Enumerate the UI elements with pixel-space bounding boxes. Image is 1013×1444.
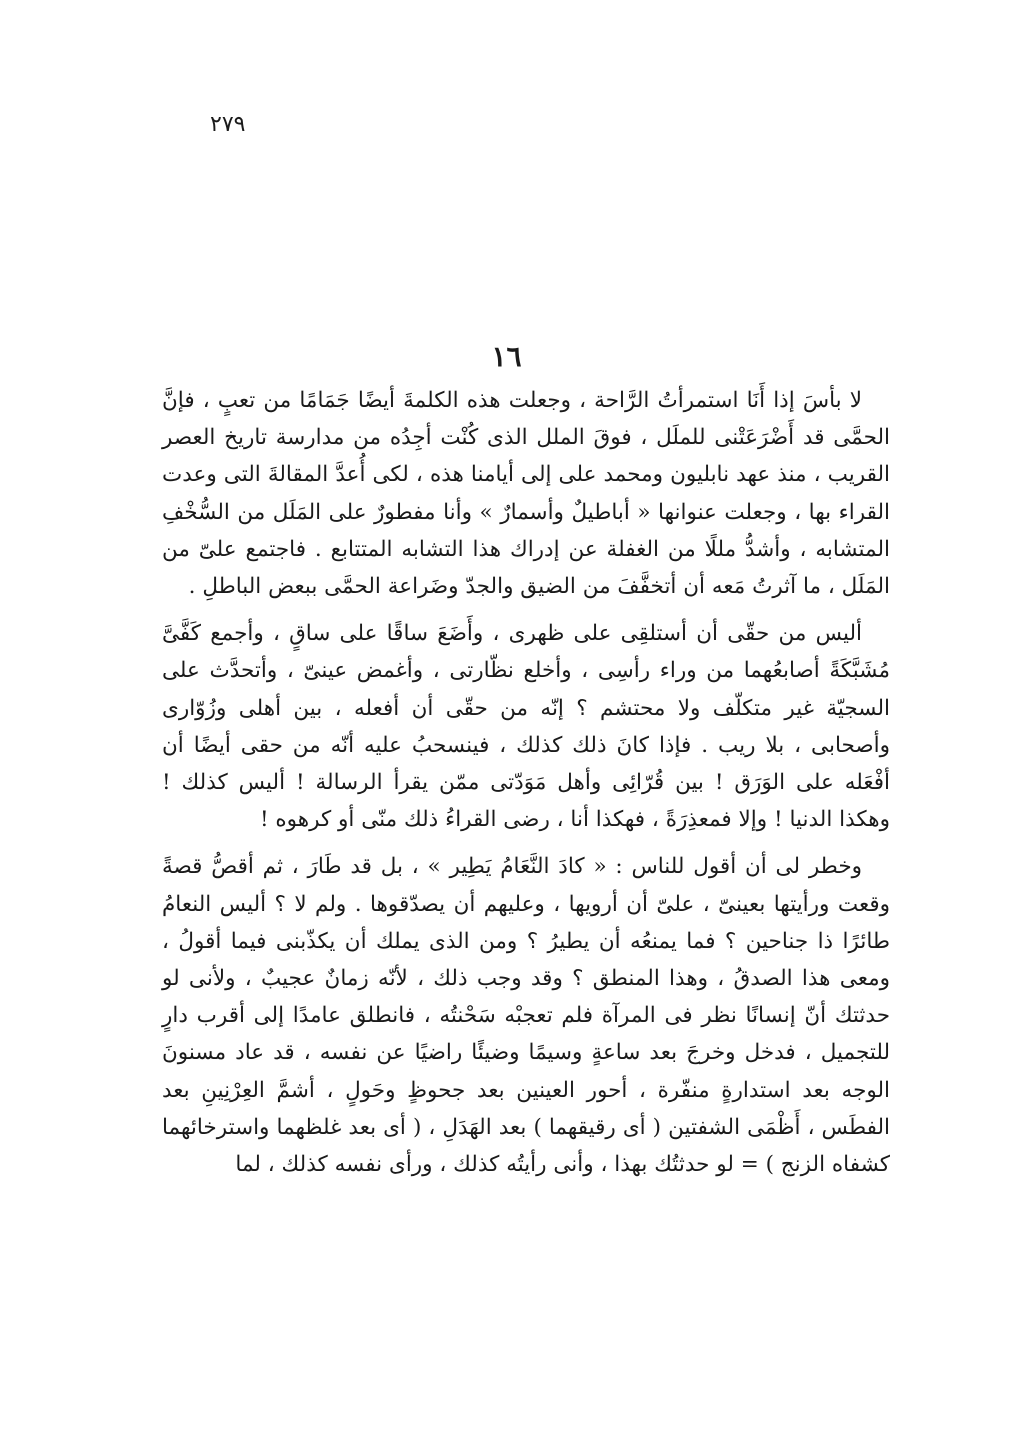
paragraph: وخطر لى أن أقول للناس : « كادَ النَّعَامُ يَطِير » ، بل قد طَارَ ، ثم أقصُّ قصةً وقعت ورأيتها بعينىّ ، علىّ أن أرويها ، وعليهم أن يصدّقوها . ولم لا ؟ أليس النعامُ طائرًا ذا جناحين ؟ فما يمنعُه أن يطيرُ ؟ ومن الذى يملك أن يكذّبنى فيما أقولُ ، ومعى هذا الصدقُ ، وهذا المنطق ؟ وقد وجب ذلك ، لأنّه زمانٌ عجيبٌ ، ولأنى لو حدثتك أنّ إنسانًا نظر فى المرآة فلم تعجبْه سَحْنتُه ، فانطلق عامدًا إلى أقرب دارٍ للتجميل ، فدخل وخرجَ بعد ساعةٍ وسيمًا وضيئًا راضيًا عن نفسه ، قد عاد مسنونَ الوجه بعد استدارةٍ منفّرة ، أحور العينين بعد جحوظٍ وحَولٍ ، أشمَّ العِرْنِينِ بعد الفطَس ، أَظْمَى الشفتين ( أى رقيقهما ) بعد الهَدَلِ ، ( أى بعد غلظهما واسترخائهما كشفاه الزنج ) = لو حدثتُك بهذا ، وأنى رأيتُه كذلك ، ورأى نفسه كذلك ، لما	[162, 854, 890, 1178]
page-number: ٢٧٩	[210, 112, 246, 137]
paragraph: أليس من حقّى أن أستلقِى على ظهرى ، وأَضَعَ ساقًا على ساقٍ ، وأجمع كَفَّىَّ مُشَبَّكَةً أصابعُهما من وراء رأسِى ، وأخلع نظّارتى ، وأغمض عينىّ ، وأتحدَّث على السجيّة غير متكلّف ولا محتشم ؟ إنّه من حقّى أن أفعله ، بين أهلى وزُوّارى وأصحابى ، بلا ريب . فإذا كانَ ذلك كذلك ، فينسحبُ عليه أنّه من حقى أيضًا أن أفْعَله على الوَرَق ! بين قُرّائِى وأهل مَوَدّتى ممّن يقرأ الرسالة ! أليس كذلك ! وهكذا الدنيا ! وإلا فمعذِرَةً ، فهكذا أنا ، رضى القراءُ ذلك منّى أو كرهوه !	[162, 621, 890, 833]
chapter-number: ١٦	[491, 340, 522, 373]
body-text	[162, 382, 890, 1193]
paragraph: لا بأسَ إذا أَنَا استمرأتُ الرَّاحة ، وجعلت هذه الكلمةَ أيضًا جَمَامًا من تعبٍ ، فإنَّ الحمَّى قد أَضْرَعَتْنى للملَل ، فوقَ الملل الذى كُنْت أجِدُه من مدارسة تاريخ العصر القريب ، منذ عهد نابليون ومحمد على إلى أيامنا هذه ، لكى أُعدَّ المقالةَ التى وعدت القراء بها ، وجعلت عنوانها « أباطيلٌ وأسمارٌ » وأنا مفطورٌ على المَلَل من السُّخْفِ المتشابه ، وأشدُّ مللًا من الغفلة عن إدراك هذا التشابه المتتابع . فاجتمع علىّ من المَلَل ، ما آثرتُ مَعه أن أتخفَّفَ من الضيق والجدّ وضَراعة الحمَّى ببعض الباطلِ .	[162, 388, 890, 600]
